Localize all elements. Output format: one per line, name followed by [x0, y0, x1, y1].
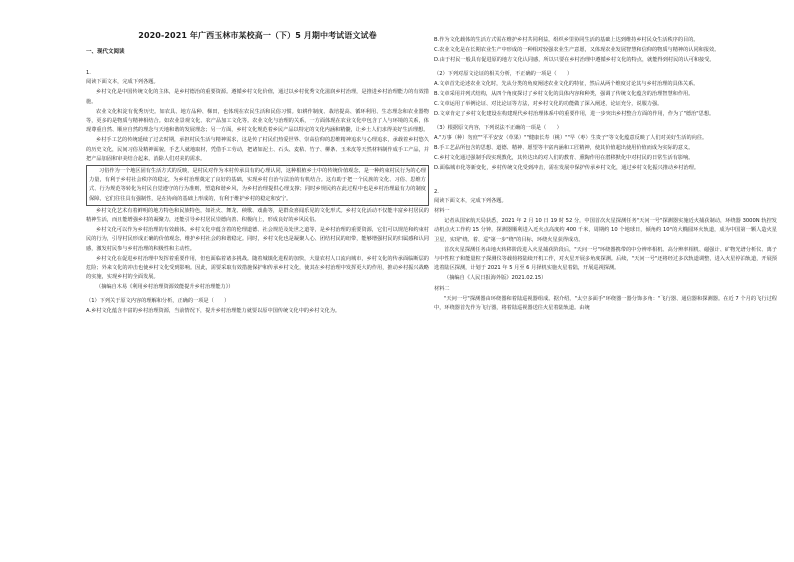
- exam-title: 2020-2021 年广西玉林市某校高一（下）5 月期中考试语文试卷: [138, 31, 377, 40]
- material-1-paragraph: 记者从国家航天局获悉，2021 年 2 月 10 日 19 时 52 分，中国首次火星探测任务"天问一号"探测器实施近火捕获制动，环绕器 3000N 轨控发动机点火工作约 15 分钟，探测器顺利进入近火点高度约 400 千米，周期约 10 个地球日，倾角约 10°的大椭圆环火轨道，成为中国第一颗人造火星卫星，实现"绕、着、巡"第一步"绕"的目标，环绕火星获得成功。: [434, 218, 777, 243]
- question-2-option-d: D.文章肯定了乡村文化建设在构建现代乡村治理体系中的重要作用，进一步突出乡村整合方面的作用，作为了"德治"思想。: [434, 111, 715, 118]
- question-1-option-b: B.作为文化载体的生活方式需在维护乡村共同利益，组织乡里协同生活的基础上达到维持乡村民众生活秩序的目的。: [434, 37, 699, 43]
- question-number: 1.: [86, 70, 91, 76]
- question-2-option-b: B.文章采用并列式结构，从四个角度探讨了乡村文化的具体内容和种类，强调了传统文化蕴含的治理智慧和作用。: [434, 91, 694, 98]
- passage-paragraph: 乡村文化是中国传统文化的主体，是乡村德治的重要资源。遵循乡村文化价值，通过以乡村优秀文化滋润乡村治理，是推进乡村治理能力的有效措施。: [86, 89, 429, 105]
- right-column: [434, 36, 777, 314]
- question-3-option-c: C.乡村文化通过强制手段实现教化，其传达出的对人们的教育、熏陶作用在潜移默化中对村民的日常生活有影响。: [434, 155, 694, 162]
- material-source: （摘编自《人民日报海外版》2021.02.15）: [444, 275, 547, 282]
- passage-paragraph: 乡村手工艺的传统延续了过去时期，承担村民生活与精神需求，这是传了村民们热爱世界、崇高信仰的思维精神追求与心理追求，承载着乡村悠久的历史文化，民间习俗及精神面貌，手艺人就地取材，凭借手工劳动，把诸如泥土、石头、麦秸、竹子、柳条、玉米皮等天然材料制作成手工产品，并把产品加固和审美结合起来，消除人们对美的需求。: [86, 137, 429, 162]
- question-1-stem: （1）下列关于原文内容的理解和分析，正确的一项是（ ）: [86, 297, 230, 304]
- material-1-paragraph: 首次火星探测任务由地火转移阶段进入火星捕获阶段后，"天问一号"环绕器携带的中分辨率相机、高分辨率相机、磁强计、矿物光谱分析仪、离子与中性粒子和能量粒子探测仪等载荷将陆续开机工作，对火星开展多角度探测。后续，"天问一号"还将经过多次轨道调整，进入火星停泊轨道，开展预选着陆区探测，计划于 2021 年 5 月至 6 月择机实施火星着陆，开展巡视探测。: [434, 246, 777, 272]
- left-column: [86, 30, 429, 317]
- question-2-option-a: A.文章首先论述农业文化时，先从分类的角度阐述农业文化的特征，然后从两个维度讨论其与乡村治理的具体关系。: [434, 80, 699, 87]
- question-3-option-b: B.手工艺品所包含的思想、道德、精神、愿望等丰富内涵和工匠精神，使其价值超出使用价值而成为实际的意义。: [434, 145, 694, 152]
- material-2-label: 材料二: [434, 285, 450, 292]
- passage-paragraph: 乡村文化可以作为乡村治理的有效载体。乡村文化中蕴含着的伦理道德、社会规范及处世之道等，是乡村治理的重要资源，它们可以规范和约束村民的行为，引导村民形成正确的价值观念，维护乡村社会的和谐稳定。同时，乡村文化也是凝聚人心、团结村民的纽带，能够增强村民的归属感和认同感，激发村民参与乡村治理的积极性和主动性。: [86, 227, 429, 252]
- passage-paragraph: 乡村文化在促进乡村治理中发挥着重要作用，但也面临着诸多挑战。随着城镇化进程的加快，大量农村人口流向城市，乡村文化的传承面临断层的危险；外来文化的冲击也使乡村文化受到影响。因此，需要采取有效措施保护和传承乡村文化，使其在乡村治理中发挥更大的作用，推动乡村振兴战略的实施，实现乡村的全面发展。: [86, 255, 429, 281]
- question-3-option-a: A."万事（种）勿庶""平平安安（草果）""健康长寿（桃）""早（枣）生贵子"等文化蕴意反映了人们对美好生活的向往。: [434, 134, 708, 141]
- question-3-option-d: D.面临城市化等新变化，乡村传统文化受到冲击，需在发展中保护传承乡村文化，通过乡村文化振兴推动乡村治理。: [434, 165, 700, 172]
- material-2-paragraph: "天问一号"探测器由环绕器和着陆巡视器组成。据介绍，"太空多面手"环绕器一器分饰多角："飞行器、通信器和探测器。在近 7 个月的飞行过程中，环绕器首先作为飞行器，将着陆巡视器送往火星着陆轨道。由统: [434, 295, 777, 312]
- question-1-option-d: D.由于村民一般具有促进原的地方文化认同感，所以只要在乡村治理中遵循乡村文化的特点，就能得到村民的认可和接受。: [434, 57, 715, 64]
- question-1-option-c: C.农业文化是在长期农业生产中形成的一种相对较强农业生产意愿，又体现农业发展智慧和信仰的物质与精神的认同和报效。: [434, 47, 720, 54]
- material-1-label: 材料一: [434, 208, 450, 215]
- question-3-stem: （3）根据原文内容，下列说法不正确的一项是（ ）: [434, 124, 562, 131]
- question-2-option-c: C.文章运用了举例论证、对比论证等方法，对乡村文化的功能做了深入阐述，论证充分，说服力强。: [434, 101, 663, 108]
- question-1-option-a: A.乡村文化蕴含丰富的乡村治理资源，当前情况下，提升乡村治理能力就要以原中国传统文化中的乡村文化为。: [86, 307, 341, 314]
- passage-source: （摘编自木易《利用乡村治理资源效能提升乡村治理能力》）: [96, 284, 234, 291]
- question-2-stem: （2）下列对原文论证的相关分析，不正确的一项是（ ）: [434, 70, 573, 77]
- section-heading: 一、现代文阅读: [86, 49, 125, 55]
- passage-paragraph: 乡村文化艺术有着鲜明的地方特色和民族特色，如社火、舞龙、秧歌、戏曲等，是群众喜闻乐见的文化形式。乡村文化活动不仅能丰富乡村居民的精神生活，而且能增强乡村的凝聚力，还能引导乡村居民崇德向善、积极向上，形成良好的乡风民俗。: [86, 207, 429, 224]
- passage-paragraph: 农业文化积淀有优秀历史。如农具、地方品种、梯田，也体现在农民生活和民俗习惯。如耕作制度、栽培提高、循环利用、生态理念和农业器物等，更多的是物质与精神相结合。如农业景观文化、农产品加工文化等。农业文化与治理的关系，一方面体现在农业文化中包含了人与环境的关系，体现尊重自然、顺应自然的理念与天地和谐的发展理念；另一方面，乡村文化规范着乡民产品以特定的文化内涵和精髓，让乡土人们求得美好生活理想。: [86, 108, 429, 134]
- reading-instruction: 阅读下面文本，完成下列各题。: [86, 79, 159, 86]
- boxed-paragraph: 习俗作为一个地区固有生活方式的反映，是村民对作为本村传承具有的心理认同，这种根植乡土中的传统价值观念，是一种约束村民行为的心理力量，有利于乡村社会秩序的稳定，为乡村治理奠定了良好的基础，实现乡村自治与法治的有机结合。这有助于把一个民族的文化、习俗、思维方式、行为规范等转化为村民自觉遵守的行为准则，塑造和谐乡风，为乡村治理提供心理支撑；同时乡规民约在此过程中也是乡村治理最有力的制度保障，它们往往具有强制性，是在协商的基础上形成的，有利于维护乡村的稳定和安宁。: [86, 165, 429, 206]
- question-number: 2.: [434, 188, 439, 195]
- reading-instruction: 阅读下面文本，完成下列各题。: [434, 197, 507, 204]
